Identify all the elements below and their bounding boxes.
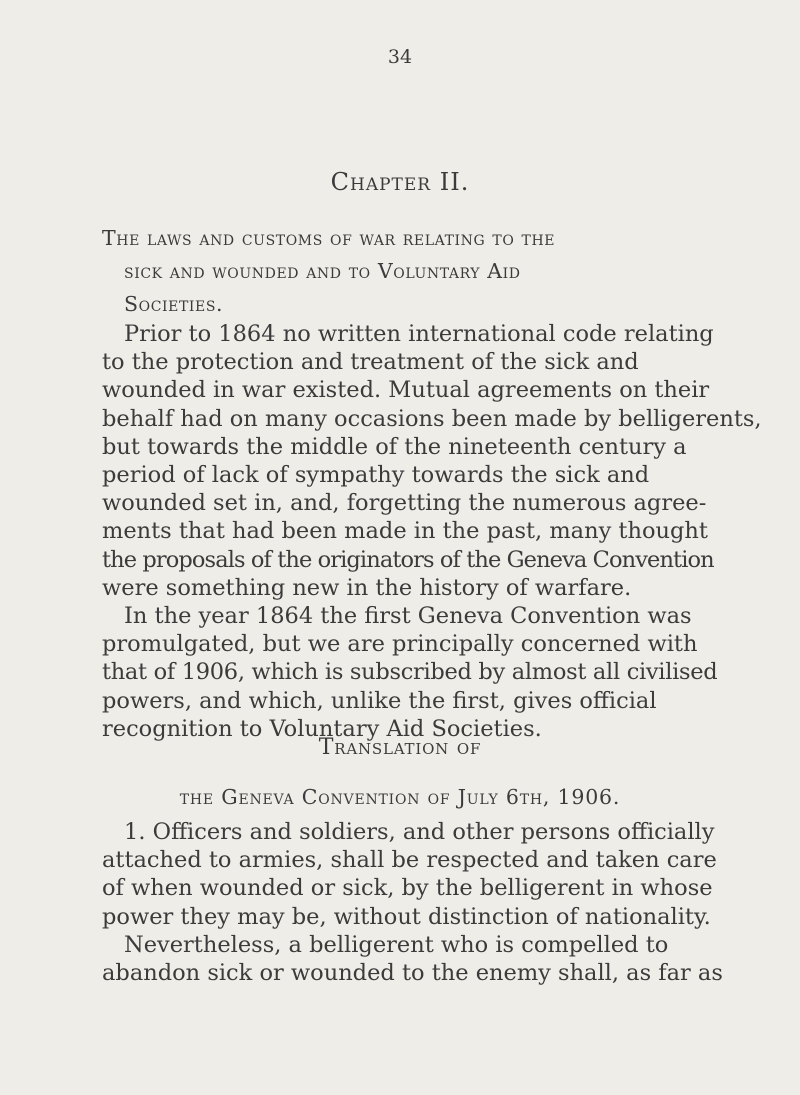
page-number: 34 xyxy=(387,46,413,68)
text-line: promulgated, but we are principally concerned with xyxy=(102,631,698,658)
text-line: wounded in war existed. Mutual agreements on their xyxy=(102,377,710,404)
text-line: ments that had been made in the past, many thought xyxy=(102,518,708,545)
text-line: to the protection and treatment of the sick and xyxy=(102,349,639,376)
text-line: recognition to Voluntary Aid Societies. xyxy=(102,715,542,742)
text-line: wounded set in, and, forgetting the numerous agree- xyxy=(102,490,707,517)
text-line: power they may be, without distinction of nationality. xyxy=(102,903,711,930)
chapter-heading: Chapter II. xyxy=(330,168,470,196)
text-line: attached to armies, shall be respected and taken care xyxy=(102,847,717,874)
body-paragraph-prior-to-1864 xyxy=(102,320,782,743)
text-line: but towards the middle of the nineteenth century a xyxy=(102,433,687,460)
chapter-title-line: sick and wounded and to Voluntary Aid xyxy=(124,259,521,283)
text-line: 1. Officers and soldiers, and other persons officially xyxy=(124,819,715,845)
section-heading-convention-title: the Geneva Convention of July 6th, 1906. xyxy=(179,785,621,809)
text-line: that of 1906, which is subscribed by almost all civilised xyxy=(102,659,718,686)
text-line: of when wounded or sick, by the belligerent in whose xyxy=(102,875,713,902)
article-1-paragraph xyxy=(102,818,782,987)
text-line: In the year 1864 the first Geneva Convention was xyxy=(124,603,692,630)
text-line: were something new in the history of warfare. xyxy=(102,574,632,601)
chapter-title-line: Societies. xyxy=(124,292,224,316)
text-line: Nevertheless, a belligerent who is compelled to xyxy=(124,931,669,958)
chapter-title xyxy=(102,222,782,321)
text-line: period of lack of sympathy towards the sick and xyxy=(102,462,650,489)
text-line: behalf had on many occasions been made by belligerents, xyxy=(102,405,762,432)
text-line: abandon sick or wounded to the enemy shall, as far as xyxy=(102,960,723,987)
text-line: Prior to 1864 no written international code relating xyxy=(124,321,714,347)
text-line: powers, and which, unlike the first, gives official xyxy=(102,687,657,714)
text-line: the proposals of the originators of the Geneva Convention xyxy=(102,546,714,573)
chapter-title-line: The laws and customs of war relating to the xyxy=(102,226,556,250)
section-heading-translation: Translation of xyxy=(318,735,482,760)
